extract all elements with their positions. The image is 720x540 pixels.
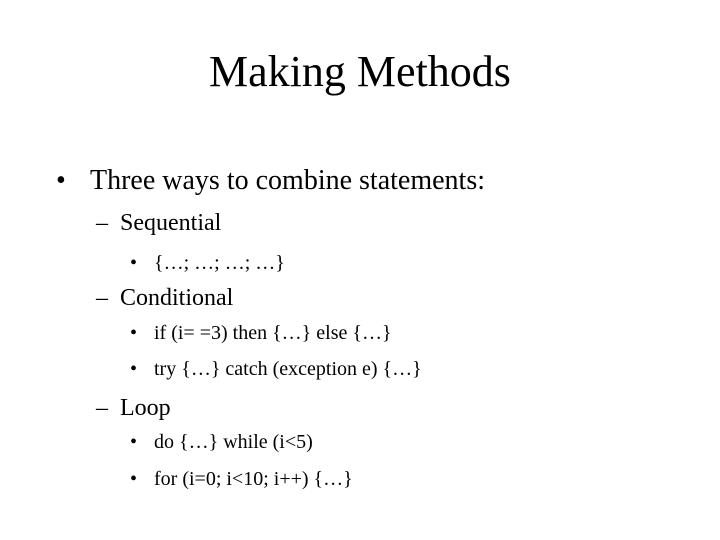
dash-marker: – (96, 395, 108, 421)
slide-title: Making Methods (209, 47, 511, 96)
bullet-marker: • (56, 165, 66, 196)
bullet-marker: • (130, 431, 138, 453)
dash-marker: – (96, 285, 108, 311)
dash-marker: – (96, 210, 108, 236)
bullet-marker: • (130, 468, 138, 490)
bullet-marker: • (130, 358, 138, 380)
list-item-text: for (i=0; i<10; i++) {…} (154, 468, 353, 490)
list-item-text: {…; …; …; …} (154, 252, 285, 274)
bullet-text: Three ways to combine statements: (90, 165, 485, 196)
list-item-text: try {…} catch (exception e) {…} (154, 358, 422, 380)
list-item-text: if (i= =3) then {…} else {…} (154, 322, 392, 344)
bullet-marker: • (130, 252, 138, 274)
subheading-label: Loop (120, 395, 171, 421)
subheading-label: Conditional (120, 285, 234, 311)
subheading-label: Sequential (120, 210, 222, 236)
bullet-marker: • (130, 322, 138, 344)
list-item-text: do {…} while (i<5) (154, 431, 313, 453)
